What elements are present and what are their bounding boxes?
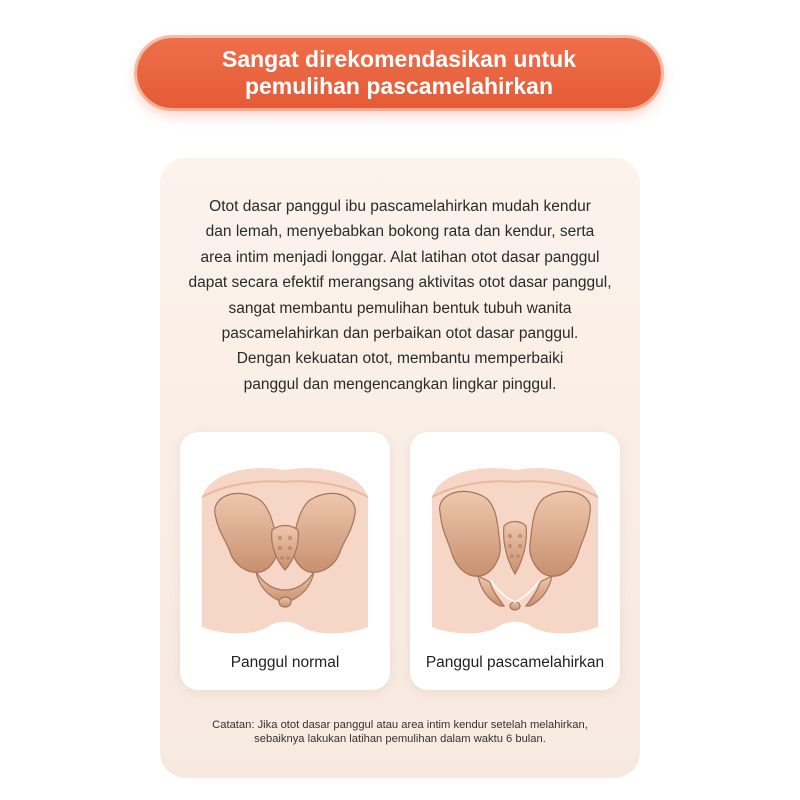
header-title-line1: Sangat direkomendasikan untuk bbox=[221, 46, 577, 72]
header-banner bbox=[137, 38, 661, 108]
description-text bbox=[160, 194, 640, 397]
pelvis-normal-illustration bbox=[190, 452, 380, 642]
description-line: Dengan kekuatan otot, membantu memperbaiki bbox=[236, 350, 564, 368]
header-title-line2: pemulihan pascamelahirkan bbox=[244, 73, 554, 99]
description-line: sangat membantu pemulihan bentuk tubuh wanita bbox=[228, 299, 572, 317]
caption-postpartum: Panggul pascamelahirkan bbox=[425, 654, 605, 671]
description-line: dan lemah, menyebabkan bokong rata dan kendur, serta bbox=[205, 223, 595, 241]
comparison-card-normal bbox=[180, 432, 390, 690]
description-line: Otot dasar panggul ibu pascamelahirkan mudah kendur bbox=[209, 198, 591, 215]
description-line: panggul dan mengencangkan lingkar pinggul. bbox=[243, 375, 557, 393]
footnote-line2: sebaiknya lakukan latihan pemulihan dalam waktu 6 bulan. bbox=[254, 733, 546, 745]
pelvis-postpartum-illustration bbox=[420, 452, 610, 642]
comparison-card-postpartum bbox=[410, 432, 620, 690]
footnote bbox=[160, 718, 640, 746]
description-line: dapat secara efektif merangsang aktivitas otot dasar panggul, bbox=[188, 274, 612, 292]
content-panel bbox=[160, 158, 640, 778]
footnote-line1: Catatan: Jika otot dasar panggul atau area intim kendur setelah melahirkan, bbox=[212, 719, 588, 731]
caption-normal: Panggul normal bbox=[230, 654, 340, 671]
description-line: pascamelahirkan dan perbaikan otot dasar panggul. bbox=[221, 325, 579, 343]
description-line: area intim menjadi longgar. Alat latihan otot dasar panggul bbox=[200, 248, 600, 266]
